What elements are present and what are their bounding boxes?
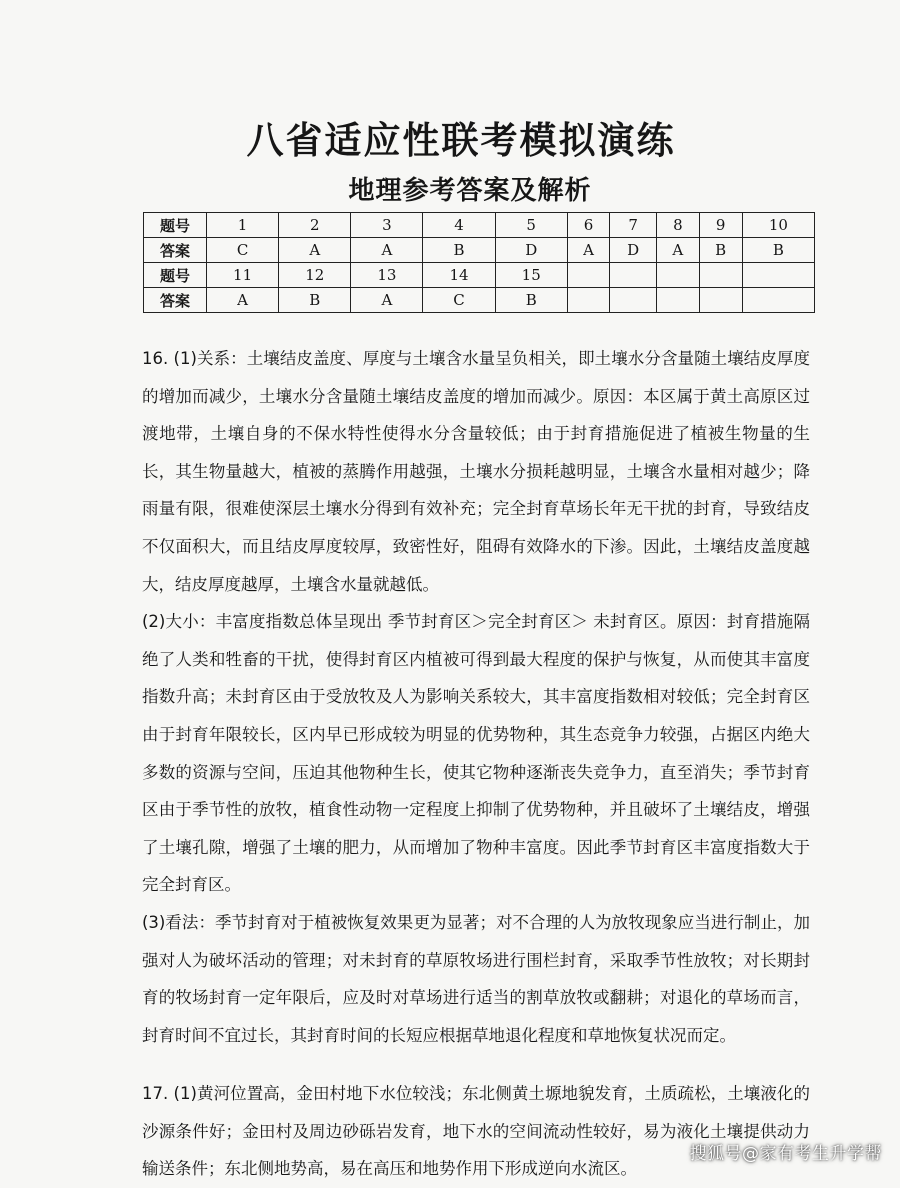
q16-part2-paragraph: (2)大小：丰富度指数总体呈现出 季节封育区＞完全封育区＞ 未封育区。原因：封育措施隔绝了人类和牲畜的干扰，使得封育区内植被可得到最大程度的保护与恢复，从而使其丰富度指数升高；未封育区由于受放牧及人为影响关系较大，其丰富度指数相对较低；完全封育区由于封育年限较长，区内早已形成较为明显的优势物种，其生态竞争力较强，占据区内绝大多数的资源与空间，压迫其他物种生长，使其它物种逐渐丧失竞争力，直至消失；季节封育区由于季节性的放牧，植食性动物一定程度上抑制了优势物种，并且破坏了土壤结皮，增强了土壤孔隙，增强了土壤的肥力，从而增加了物种丰富度。因此季节封育区丰富度指数大于完全封育区。 xyxy=(142,612,810,895)
question-number: 15 xyxy=(495,263,567,288)
page-title: 八省适应性联考模拟演练 xyxy=(246,119,676,162)
answer-cell: A xyxy=(351,238,423,263)
row-label-number: 题号 xyxy=(144,213,207,238)
page-subtitle: 地理参考答案及解析 xyxy=(348,176,592,206)
question-number: 6 xyxy=(567,213,610,238)
question-number: 8 xyxy=(657,213,700,238)
q16-part3-paragraph: (3)看法：季节封育对于植被恢复效果更为显著；对不合理的人为放牧现象应当进行制止，加强对人为破坏活动的管理；对未封育的草原牧场进行围栏封育，采取季节性放牧；对长期封育的牧场封育一定年限后，应及时对草场进行适当的割草放牧或翻耕；对退化的草场而言，封育时间不宜过长，其封育时间的长短应根据草地退化程度和草地恢复状况而定。 xyxy=(142,912,810,1045)
answer-cell xyxy=(657,288,700,313)
answer-table xyxy=(143,212,815,313)
answer-cell: A xyxy=(207,288,279,313)
question-number: 10 xyxy=(742,213,814,238)
answer-cell xyxy=(699,288,742,313)
answer-cell: C xyxy=(423,288,495,313)
answer-cell: B xyxy=(742,238,814,263)
question-number: 4 xyxy=(423,213,495,238)
answer-cell: A xyxy=(657,238,700,263)
answer-cell: B xyxy=(279,288,351,313)
question-number: 1 xyxy=(207,213,279,238)
question-number: 2 xyxy=(279,213,351,238)
q17-part1-paragraph: 17. (1)黄河位置高，金田村地下水位较浅；东北侧黄土塬地貌发育，土质疏松，土壤液化的沙源条件好；金田村及周边砂砾岩发育，地下水的空间流动性较好，易为液化土壤提供动力输送条件；东北侧地势高，易在高压和地势作用下形成逆向水流区。 xyxy=(142,1084,810,1179)
question-number xyxy=(657,263,700,288)
question-number: 11 xyxy=(207,263,279,288)
answer-cell: A xyxy=(279,238,351,263)
answer-cell: A xyxy=(567,238,610,263)
answer-cell: D xyxy=(495,238,567,263)
question-16-answer xyxy=(142,340,810,1054)
q16-part1-paragraph: 16. (1)关系：土壤结皮盖度、厚度与土壤含水量呈负相关，即土壤水分含量随土壤结皮厚度的增加而减少，土壤水分含量随土壤结皮盖度的增加而减少。原因：本区属于黄土高原区过渡地带，土壤自身的不保水特性使得水分含量较低；由于封育措施促进了植被生物量的生长，其生物量越大，植被的蒸腾作用越强，土壤水分损耗越明显，土壤含水量相对越少；降雨量有限，很难使深层土壤水分得到有效补充；完全封育草场长年无干扰的封育，导致结皮不仅面积大，而且结皮厚度较厚，致密性好，阻碍有效降水的下渗。因此，土壤结皮盖度越大，结皮厚度越厚，土壤含水量就越低。 xyxy=(142,349,810,594)
question-number: 7 xyxy=(610,213,657,238)
answer-cell: B xyxy=(699,238,742,263)
answer-cell: C xyxy=(207,238,279,263)
answer-cell xyxy=(567,288,610,313)
question-number: 12 xyxy=(279,263,351,288)
answer-cell: A xyxy=(351,288,423,313)
row-label-number: 题号 xyxy=(144,263,207,288)
answer-cell xyxy=(742,288,814,313)
question-number xyxy=(567,263,610,288)
table-row xyxy=(144,213,815,238)
question-number: 14 xyxy=(423,263,495,288)
answer-cell: D xyxy=(610,238,657,263)
row-label-answer: 答案 xyxy=(144,288,207,313)
question-number: 13 xyxy=(351,263,423,288)
table-row xyxy=(144,288,815,313)
row-label-answer: 答案 xyxy=(144,238,207,263)
question-number xyxy=(742,263,814,288)
question-number: 9 xyxy=(699,213,742,238)
question-17-answer xyxy=(142,1075,810,1188)
answer-cell xyxy=(610,288,657,313)
answer-cell: B xyxy=(495,288,567,313)
answer-cell: B xyxy=(423,238,495,263)
question-number: 5 xyxy=(495,213,567,238)
source-watermark: 搜狐号@家有考生升学帮 xyxy=(689,1144,882,1164)
question-number xyxy=(610,263,657,288)
table-row xyxy=(144,263,815,288)
question-number xyxy=(699,263,742,288)
table-row xyxy=(144,238,815,263)
question-number: 3 xyxy=(351,213,423,238)
